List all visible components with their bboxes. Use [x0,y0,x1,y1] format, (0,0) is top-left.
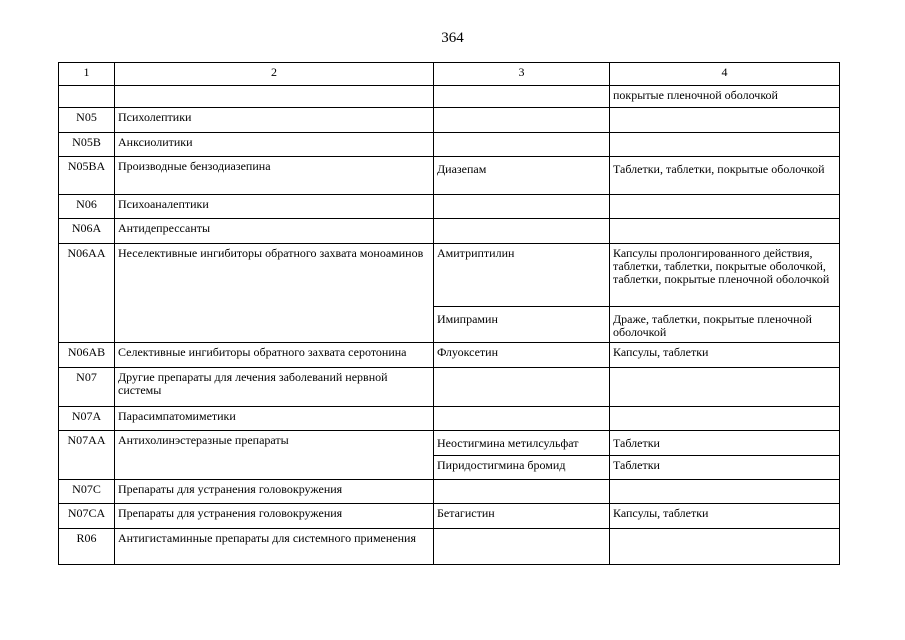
table-row [59,133,840,157]
form-cell [610,219,840,244]
form-cell: Капсулы, таблетки [610,343,840,368]
table-row [59,86,840,108]
table-row [59,431,840,456]
table-row [59,504,840,529]
drug-cell: Имипрамин [434,307,610,343]
atc-code-cell: N05 [59,108,115,133]
drug-cell: Неостигмина метилсульфат [434,431,610,456]
form-cell: Таблетки [610,456,840,480]
drug-cell: Флуоксетин [434,343,610,368]
table-row [59,343,840,368]
group-cell: Селективные ингибиторы обратного захвата серотонина [115,343,434,368]
column-header: 2 [115,63,434,86]
atc-code-cell: N07CA [59,504,115,529]
group-cell: Препараты для устранения головокружения [115,480,434,504]
group-cell: Психолептики [115,108,434,133]
form-cell [610,108,840,133]
form-cell [610,480,840,504]
atc-code-cell: N07 [59,368,115,407]
drug-cell [434,407,610,431]
form-cell [610,133,840,157]
column-header: 4 [610,63,840,86]
drug-cell [434,133,610,157]
group-cell: Препараты для устранения головокружения [115,504,434,529]
drug-cell: Пиридостигмина бромид [434,456,610,480]
column-header: 1 [59,63,115,86]
drug-table [58,62,840,565]
table-row [59,368,840,407]
group-cell: Парасимпатомиметики [115,407,434,431]
atc-code-cell [59,86,115,108]
atc-code-cell: N06A [59,219,115,244]
table-row [59,108,840,133]
form-cell: Капсулы пролонгированного действия, таблетки, таблетки, покрытые оболочкой, таблетки, покрытые пленочной оболочкой [610,244,840,307]
atc-code-cell: N05BA [59,157,115,195]
table-row [59,244,840,307]
atc-code-cell: N05B [59,133,115,157]
atc-code-cell: N07C [59,480,115,504]
group-cell: Психоаналептики [115,195,434,219]
table-row [59,195,840,219]
atc-code-cell: N06AA [59,244,115,343]
drug-cell [434,368,610,407]
group-cell: Производные бензодиазепина [115,157,434,195]
drug-cell: Бетагистин [434,504,610,529]
form-cell: Таблетки [610,431,840,456]
form-cell [610,407,840,431]
table-header-row [59,63,840,86]
table-row [59,407,840,431]
group-cell: Антихолинэстеразные препараты [115,431,434,480]
form-cell: Капсулы, таблетки [610,504,840,529]
form-cell: Драже, таблетки, покрытые пленочной оболочкой [610,307,840,343]
form-cell [610,529,840,565]
table-row [59,219,840,244]
drug-cell: Амитриптилин [434,244,610,307]
drug-cell [434,529,610,565]
drug-cell [434,195,610,219]
drug-cell [434,480,610,504]
form-cell: покрытые пленочной оболочкой [610,86,840,108]
form-cell: Таблетки, таблетки, покрытые оболочкой [610,157,840,195]
atc-code-cell: R06 [59,529,115,565]
page-number: 364 [441,30,464,46]
group-cell: Анксиолитики [115,133,434,157]
drug-cell [434,219,610,244]
group-cell [115,86,434,108]
group-cell: Антигистаминные препараты для системного применения [115,529,434,565]
atc-code-cell: N06AB [59,343,115,368]
group-cell: Антидепрессанты [115,219,434,244]
drug-cell: Диазепам [434,157,610,195]
form-cell [610,195,840,219]
column-header: 3 [434,63,610,86]
table-row [59,529,840,565]
atc-code-cell: N06 [59,195,115,219]
group-cell: Другие препараты для лечения заболеваний нервной системы [115,368,434,407]
atc-code-cell: N07A [59,407,115,431]
form-cell [610,368,840,407]
atc-code-cell: N07AA [59,431,115,480]
drug-cell [434,86,610,108]
group-cell: Неселективные ингибиторы обратного захвата моноаминов [115,244,434,343]
table-row [59,480,840,504]
table-row [59,157,840,195]
drug-cell [434,108,610,133]
